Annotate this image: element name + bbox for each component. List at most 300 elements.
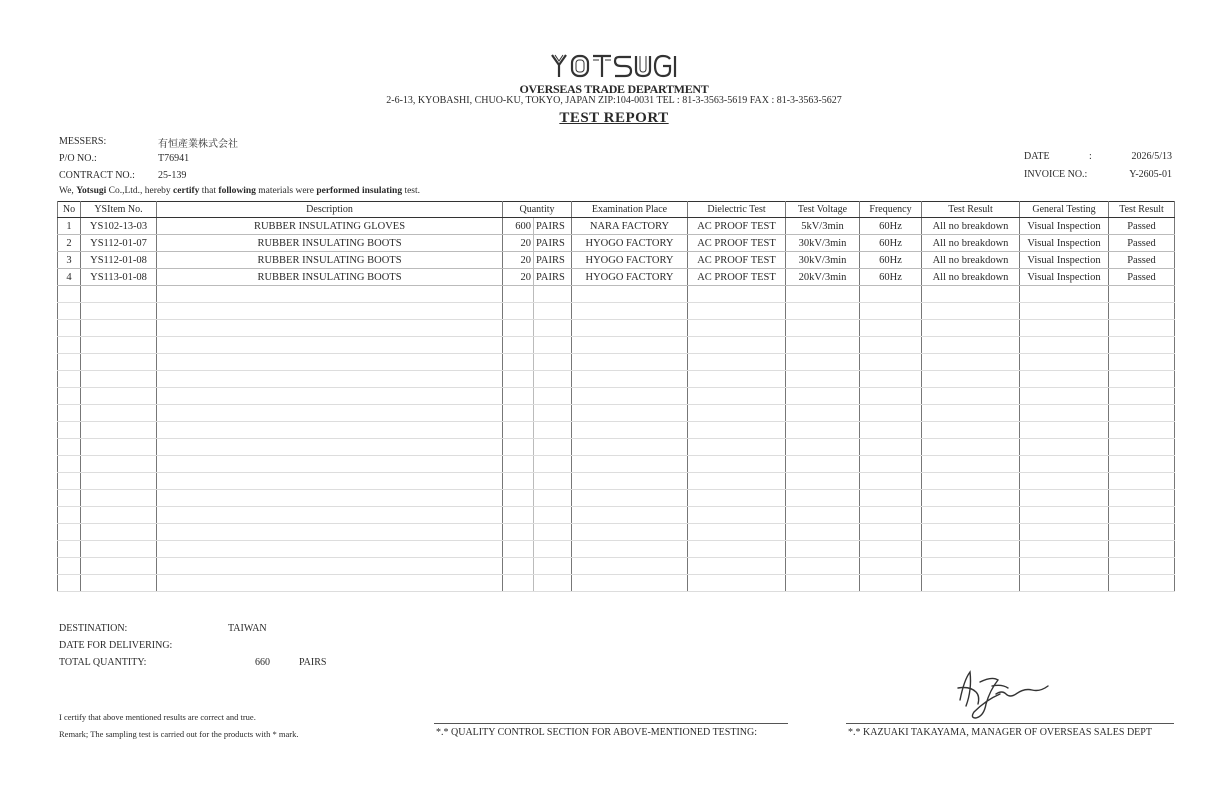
empty-cell (157, 490, 503, 507)
empty-cell (503, 303, 534, 320)
empty-cell (860, 473, 922, 490)
empty-row (58, 337, 1175, 354)
empty-cell (534, 473, 572, 490)
empty-cell (534, 558, 572, 575)
empty-cell (786, 456, 860, 473)
empty-cell (688, 388, 786, 405)
cell-no: 4 (58, 269, 81, 286)
empty-cell (860, 286, 922, 303)
cell-voltage: 20kV/3min (786, 269, 860, 286)
empty-row (58, 575, 1175, 592)
empty-cell (786, 541, 860, 558)
empty-cell (534, 524, 572, 541)
empty-cell (572, 439, 688, 456)
empty-cell (786, 422, 860, 439)
empty-cell (860, 575, 922, 592)
empty-cell (81, 371, 157, 388)
empty-cell (58, 439, 81, 456)
cell-quantity: 20 (503, 269, 534, 286)
empty-row (58, 405, 1175, 422)
empty-cell (81, 354, 157, 371)
cell-voltage: 30kV/3min (786, 252, 860, 269)
empty-cell (922, 422, 1020, 439)
cell-general-result: Passed (1109, 269, 1175, 286)
col-header-item: YSItem No. (81, 202, 157, 218)
certify-text: Co.,Ltd., hereby (106, 186, 174, 196)
empty-cell (157, 473, 503, 490)
empty-row (58, 371, 1175, 388)
empty-cell (1020, 575, 1109, 592)
empty-cell (157, 456, 503, 473)
empty-cell (922, 371, 1020, 388)
empty-cell (572, 286, 688, 303)
cell-dielectric: AC PROOF TEST (688, 252, 786, 269)
empty-cell (922, 524, 1020, 541)
empty-cell (688, 456, 786, 473)
empty-cell (688, 439, 786, 456)
cell-no: 2 (58, 235, 81, 252)
cell-exam-place: HYOGO FACTORY (572, 252, 688, 269)
empty-cell (157, 575, 503, 592)
empty-cell (786, 524, 860, 541)
empty-cell (1109, 405, 1175, 422)
empty-cell (534, 507, 572, 524)
cell-unit: PAIRS (534, 218, 572, 235)
empty-cell (58, 456, 81, 473)
empty-cell (58, 558, 81, 575)
cell-item: YS112-01-08 (81, 252, 157, 269)
table-row (58, 252, 1175, 269)
empty-cell (1020, 303, 1109, 320)
empty-cell (572, 490, 688, 507)
empty-cell (1109, 354, 1175, 371)
empty-cell (1020, 490, 1109, 507)
empty-cell (503, 422, 534, 439)
cell-general-testing: Visual Inspection (1020, 235, 1109, 252)
empty-cell (860, 558, 922, 575)
empty-cell (1109, 439, 1175, 456)
cell-dielectric: AC PROOF TEST (688, 218, 786, 235)
empty-cell (786, 507, 860, 524)
certify-text: that (199, 186, 219, 196)
empty-cell (786, 286, 860, 303)
col-header-voltage: Test Voltage (786, 202, 860, 218)
certify-text: materials were (255, 186, 317, 196)
invoice-label: INVOICE NO.: (1024, 169, 1088, 180)
empty-cell (922, 388, 1020, 405)
empty-row (58, 524, 1175, 541)
cell-test-result: All no breakdown (922, 252, 1020, 269)
empty-cell (922, 473, 1020, 490)
empty-cell (786, 303, 860, 320)
empty-cell (572, 422, 688, 439)
empty-cell (688, 558, 786, 575)
empty-cell (58, 320, 81, 337)
cell-unit: PAIRS (534, 235, 572, 252)
cell-no: 1 (58, 218, 81, 235)
empty-cell (1109, 286, 1175, 303)
messers-value: 有恒產業株式会社 (158, 139, 238, 150)
empty-cell (688, 507, 786, 524)
empty-cell (922, 575, 1020, 592)
empty-cell (534, 575, 572, 592)
empty-cell (157, 558, 503, 575)
empty-cell (572, 507, 688, 524)
cell-general-result: Passed (1109, 235, 1175, 252)
cell-voltage: 30kV/3min (786, 235, 860, 252)
empty-cell (157, 541, 503, 558)
empty-cell (786, 320, 860, 337)
empty-cell (786, 490, 860, 507)
po-label: P/O NO.: (59, 153, 97, 164)
contract-label: CONTRACT NO.: (59, 170, 135, 181)
manager-mark: *.* (848, 727, 861, 738)
cell-unit: PAIRS (534, 252, 572, 269)
empty-cell (503, 524, 534, 541)
empty-cell (1109, 337, 1175, 354)
empty-cell (157, 286, 503, 303)
col-header-general-result: Test Result (1109, 202, 1175, 218)
empty-cell (786, 354, 860, 371)
empty-cell (860, 320, 922, 337)
date-value: 2026/5/13 (1131, 151, 1172, 162)
qc-section-text: QUALITY CONTROL SECTION FOR ABOVE-MENTIONED TESTING: (451, 727, 758, 738)
empty-cell (503, 405, 534, 422)
certify-text: test. (402, 186, 421, 196)
cell-description: RUBBER INSULATING BOOTS (157, 252, 503, 269)
cell-general-result: Passed (1109, 218, 1175, 235)
empty-cell (688, 575, 786, 592)
page-title: TEST REPORT (559, 110, 669, 126)
certify-word: certify (173, 186, 200, 196)
empty-cell (786, 337, 860, 354)
empty-row (58, 507, 1175, 524)
col-header-test-result: Test Result (922, 202, 1020, 218)
empty-cell (534, 354, 572, 371)
empty-cell (1109, 388, 1175, 405)
empty-cell (58, 388, 81, 405)
empty-cell (786, 473, 860, 490)
empty-cell (58, 575, 81, 592)
empty-cell (688, 490, 786, 507)
cell-quantity: 600 (503, 218, 534, 235)
empty-cell (860, 541, 922, 558)
empty-cell (572, 303, 688, 320)
cell-test-result: All no breakdown (922, 235, 1020, 252)
date-colon: : (1089, 151, 1092, 162)
empty-cell (572, 371, 688, 388)
empty-cell (922, 456, 1020, 473)
empty-cell (81, 337, 157, 354)
empty-cell (922, 541, 1020, 558)
destination-label: DESTINATION: (59, 623, 128, 634)
empty-cell (786, 388, 860, 405)
empty-cell (58, 405, 81, 422)
empty-cell (860, 439, 922, 456)
empty-cell (688, 473, 786, 490)
table-row (58, 269, 1175, 286)
empty-cell (58, 541, 81, 558)
empty-cell (860, 388, 922, 405)
empty-cell (1109, 422, 1175, 439)
certify-note: I certify that above mentioned results are correct and true. (59, 712, 256, 722)
empty-cell (1109, 507, 1175, 524)
empty-row (58, 388, 1175, 405)
empty-cell (1109, 575, 1175, 592)
company-logo (0, 52, 1228, 85)
empty-table-rows (58, 286, 1175, 592)
empty-cell (922, 320, 1020, 337)
empty-cell (572, 541, 688, 558)
department-name: OVERSEAS TRADE DEPARTMENT (519, 82, 709, 96)
empty-cell (534, 439, 572, 456)
empty-cell (157, 388, 503, 405)
cell-frequency: 60Hz (860, 252, 922, 269)
certify-company: Yotsugi (76, 186, 107, 196)
cell-quantity: 20 (503, 235, 534, 252)
empty-cell (786, 405, 860, 422)
empty-cell (58, 507, 81, 524)
empty-cell (860, 490, 922, 507)
empty-cell (81, 541, 157, 558)
empty-row (58, 320, 1175, 337)
col-header-description: Description (157, 202, 503, 218)
empty-cell (1020, 405, 1109, 422)
empty-cell (572, 456, 688, 473)
empty-cell (58, 303, 81, 320)
empty-row (58, 439, 1175, 456)
empty-cell (572, 524, 688, 541)
invoice-value: Y-2605-01 (1129, 169, 1172, 180)
remark-note: Remark; The sampling test is carried out for the products with * mark. (59, 729, 299, 739)
empty-cell (503, 337, 534, 354)
empty-cell (157, 439, 503, 456)
empty-cell (157, 422, 503, 439)
empty-cell (1109, 320, 1175, 337)
empty-cell (572, 558, 688, 575)
empty-cell (922, 490, 1020, 507)
empty-cell (58, 354, 81, 371)
empty-cell (1020, 524, 1109, 541)
empty-cell (81, 405, 157, 422)
empty-cell (157, 320, 503, 337)
table-row (58, 235, 1175, 252)
empty-cell (503, 354, 534, 371)
col-header-general-testing: General Testing (1020, 202, 1109, 218)
empty-cell (534, 422, 572, 439)
empty-cell (503, 507, 534, 524)
empty-cell (534, 541, 572, 558)
col-header-dielectric: Dielectric Test (688, 202, 786, 218)
total-quantity-label: TOTAL QUANTITY: (59, 657, 147, 668)
certify-text: We, (59, 186, 77, 196)
cell-item: YS112-01-07 (81, 235, 157, 252)
empty-cell (1109, 558, 1175, 575)
empty-row (58, 286, 1175, 303)
cell-general-testing: Visual Inspection (1020, 218, 1109, 235)
cell-no: 3 (58, 252, 81, 269)
empty-cell (503, 490, 534, 507)
empty-cell (1109, 524, 1175, 541)
empty-cell (572, 354, 688, 371)
col-header-no: No (58, 202, 81, 218)
empty-cell (81, 575, 157, 592)
empty-cell (534, 388, 572, 405)
empty-cell (1020, 439, 1109, 456)
empty-cell (860, 354, 922, 371)
empty-row (58, 456, 1175, 473)
qc-signature-line (434, 723, 788, 724)
empty-cell (534, 337, 572, 354)
empty-cell (503, 286, 534, 303)
certify-word: following (218, 186, 256, 196)
empty-cell (860, 422, 922, 439)
empty-row (58, 422, 1175, 439)
empty-row (58, 303, 1175, 320)
cell-item: YS102-13-03 (81, 218, 157, 235)
empty-cell (922, 507, 1020, 524)
empty-cell (860, 524, 922, 541)
empty-cell (688, 524, 786, 541)
empty-cell (1020, 507, 1109, 524)
empty-cell (503, 558, 534, 575)
empty-cell (1020, 456, 1109, 473)
empty-cell (58, 286, 81, 303)
empty-cell (786, 558, 860, 575)
empty-cell (81, 303, 157, 320)
yotsugi-logo-icon (549, 52, 679, 80)
empty-cell (1020, 541, 1109, 558)
empty-cell (157, 405, 503, 422)
empty-cell (81, 286, 157, 303)
empty-cell (688, 371, 786, 388)
empty-row (58, 541, 1175, 558)
empty-cell (860, 337, 922, 354)
empty-cell (157, 303, 503, 320)
empty-cell (503, 456, 534, 473)
empty-cell (922, 286, 1020, 303)
cell-voltage: 5kV/3min (786, 218, 860, 235)
empty-cell (572, 320, 688, 337)
empty-cell (860, 405, 922, 422)
cell-description: RUBBER INSULATING BOOTS (157, 269, 503, 286)
qc-section-label (436, 727, 757, 738)
empty-cell (922, 354, 1020, 371)
empty-cell (503, 575, 534, 592)
empty-cell (81, 473, 157, 490)
cell-dielectric: AC PROOF TEST (688, 235, 786, 252)
empty-cell (534, 303, 572, 320)
empty-cell (58, 473, 81, 490)
empty-cell (81, 422, 157, 439)
empty-cell (503, 371, 534, 388)
empty-cell (503, 473, 534, 490)
cell-test-result: All no breakdown (922, 269, 1020, 286)
handwritten-signature-icon (950, 660, 1060, 724)
manager-signature-line (846, 723, 1174, 724)
table-row (58, 218, 1175, 235)
empty-row (58, 558, 1175, 575)
empty-cell (534, 371, 572, 388)
empty-cell (1020, 473, 1109, 490)
empty-cell (688, 320, 786, 337)
empty-cell (786, 439, 860, 456)
total-quantity-value: 660 (255, 657, 270, 668)
empty-cell (81, 320, 157, 337)
empty-cell (1109, 490, 1175, 507)
cell-general-testing: Visual Inspection (1020, 252, 1109, 269)
empty-cell (81, 388, 157, 405)
empty-cell (572, 473, 688, 490)
empty-cell (157, 524, 503, 541)
delivering-label: DATE FOR DELIVERING: (59, 640, 173, 651)
empty-cell (1020, 337, 1109, 354)
certification-statement (59, 186, 420, 196)
empty-cell (786, 575, 860, 592)
cell-quantity: 20 (503, 252, 534, 269)
empty-cell (58, 524, 81, 541)
col-header-exam-place: Examination Place (572, 202, 688, 218)
cell-frequency: 60Hz (860, 218, 922, 235)
empty-cell (81, 456, 157, 473)
cell-description: RUBBER INSULATING BOOTS (157, 235, 503, 252)
empty-cell (1020, 354, 1109, 371)
empty-cell (1020, 422, 1109, 439)
empty-cell (1020, 371, 1109, 388)
empty-cell (922, 405, 1020, 422)
empty-cell (688, 422, 786, 439)
test-results-table (57, 201, 1175, 592)
cell-general-result: Passed (1109, 252, 1175, 269)
empty-cell (81, 490, 157, 507)
cell-exam-place: HYOGO FACTORY (572, 235, 688, 252)
empty-cell (786, 371, 860, 388)
empty-cell (503, 388, 534, 405)
empty-cell (58, 371, 81, 388)
empty-cell (81, 524, 157, 541)
empty-cell (572, 575, 688, 592)
table-header-row (58, 202, 1175, 218)
empty-cell (534, 456, 572, 473)
cell-description: RUBBER INSULATING GLOVES (157, 218, 503, 235)
empty-cell (157, 337, 503, 354)
qc-mark: *.* (436, 727, 449, 738)
empty-cell (1109, 541, 1175, 558)
empty-cell (1020, 388, 1109, 405)
col-header-frequency: Frequency (860, 202, 922, 218)
col-header-quantity: Quantity (503, 202, 572, 218)
date-label: DATE (1024, 151, 1050, 162)
po-value: T76941 (158, 153, 190, 164)
empty-cell (1109, 473, 1175, 490)
cell-unit: PAIRS (534, 269, 572, 286)
empty-cell (572, 405, 688, 422)
manager-name-title: KAZUAKI TAKAYAMA, MANAGER OF OVERSEAS SALES DEPT (863, 727, 1152, 738)
empty-cell (503, 320, 534, 337)
empty-cell (860, 507, 922, 524)
company-address: 2-6-13, KYOBASHI, CHUO-KU, TOKYO, JAPAN ZIP:104-0031 TEL : 81-3-3563-5619 FAX : 81-3-3563-5627 (386, 95, 842, 106)
empty-cell (922, 439, 1020, 456)
manager-label (848, 727, 1174, 738)
cell-test-result: All no breakdown (922, 218, 1020, 235)
empty-cell (1020, 320, 1109, 337)
empty-cell (688, 541, 786, 558)
cell-item: YS113-01-08 (81, 269, 157, 286)
cell-general-testing: Visual Inspection (1020, 269, 1109, 286)
empty-cell (157, 371, 503, 388)
empty-row (58, 354, 1175, 371)
empty-cell (534, 490, 572, 507)
